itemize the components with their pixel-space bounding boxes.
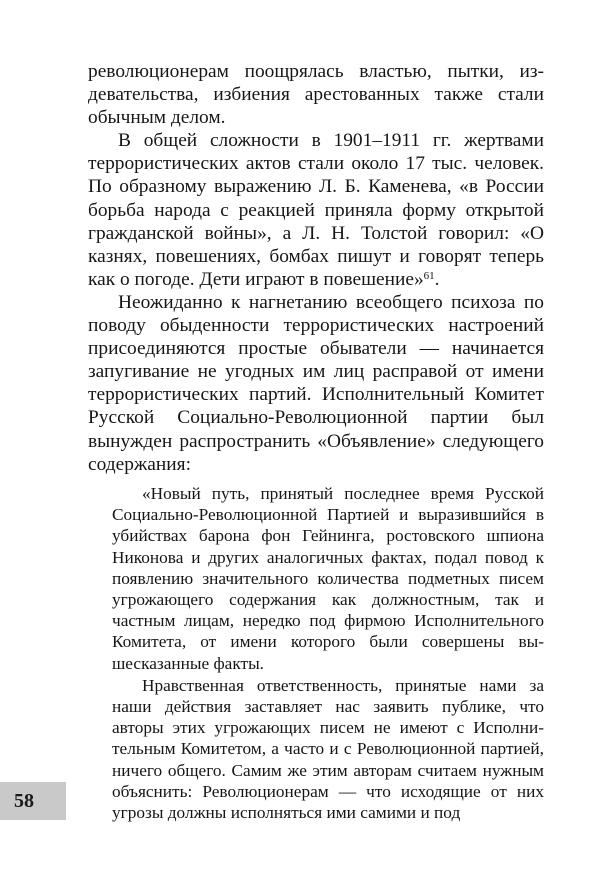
main-text <box>88 60 544 476</box>
paragraph-2-text: В общей сложности в 1901–1911 гг. жертвами террористических актов стали около 17 тыс. человек. По образному выражению Л. Б. Каменева, «в России борьба народа с реакцией приняла форму открытой гражданской войны», а Л. Н. Толстой говорил: «О казнях, повешениях, бомбах пишут и говорят теперь как о погоде. Дети играют в повешение» <box>88 130 544 290</box>
page-number: 58 <box>14 790 34 812</box>
quote-paragraph-1: «Новый путь, принятый последнее время Русской Социально-Революционной Партией и выразившийся в убийствах барона фон Гейнинга, ростовского шпиона Никонова и других аналогичных фактах, подал повод к появлению значительного количества подметных писем угрожающего содержания как должностным, так и частным лицам, нередко под фирмою Исполнительного Комитета, от имени которого были совершены вышесказанные факты. <box>112 484 544 673</box>
paragraph-2-end: . <box>434 268 440 290</box>
footnote-ref-61: 61 <box>423 269 435 282</box>
quote-paragraph-2: Нравственная ответственность, принятые нами за наши действия заставляет нас заявить публике, что авторы этих угрожающих писем не имеют с Исполнительным Комитетом, а часто и с Революционной партией, ничего общего. Самим же этим авторам считаем нужным объяснить: Революционерам — что исходящие от них угрозы должны исполняться ими самими и под <box>112 675 544 823</box>
paragraph-2 <box>88 129 544 291</box>
block-quote <box>112 483 544 823</box>
paragraph-1: революционерам поощрялась властью, пытки, издевательства, избиения арестованных также стали обычным делом. <box>88 61 544 129</box>
paragraph-3: Неожиданно к нагнетанию всеобщего психоза по поводу обыденности террористических настроений присоединяются простые обыватели — начинается запугивание не угодных им лиц расправой от имени террористических партий. Исполнительный Комитет Русской Социально-Революционной партии был вынужден распространить «Объявление» следующего содержания: <box>88 291 544 475</box>
page-number-tab <box>0 782 66 820</box>
